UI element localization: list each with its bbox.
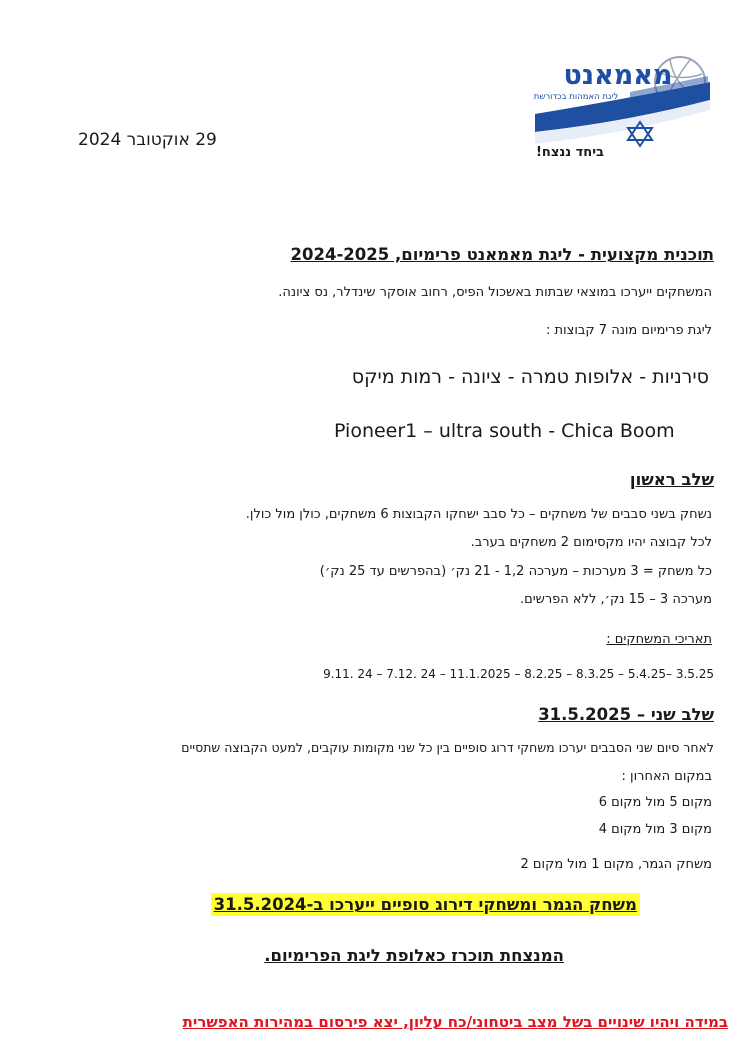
warning-notice: במידה ויהיו שינויים בשל מצב ביטחוני/כח עליון, יצא פירסום במהירות האפשרית xyxy=(182,1013,728,1031)
stage2-heading: שלב שני – 31.5.2025 xyxy=(538,705,714,724)
dates-label: תאריכי המשחקים : xyxy=(606,632,712,647)
stage2-line: לאחר סיום שני הסבבים יערכו משחקי דרוג סופיים בין כל שני מקומות עוקבים, למעט הקבוצה שתסיים xyxy=(181,740,714,755)
logo-slogan: ביחד ננצח! xyxy=(536,145,604,160)
stage2-line: מקום 3 מול מקום 4 xyxy=(598,822,712,837)
location-text: המשחקים ייערכו במוצאי שבתות באשכול הפיס, רחוב אוסקר שינדלר, נס ציונה. xyxy=(278,285,712,300)
league-intro: ליגת פרימיום מונה 7 קבוצות : xyxy=(546,323,712,338)
league-logo xyxy=(530,52,715,162)
document-date: 29 אוקטובר 2024 xyxy=(78,130,217,150)
stage1-line: מערכה 3 – 15 נק׳, ללא הפרשים. xyxy=(519,592,712,607)
winner-notice: המנצחת תוכרז כאלופת ליגת הפרימיום. xyxy=(264,946,564,965)
stage2-line: מקום 5 מול מקום 6 xyxy=(598,795,712,810)
stage1-heading: שלב ראשון xyxy=(629,470,714,489)
final-date-notice: משחק הגמר ומשחקי דירוג סופיים ייערכו ב-31.5.2024 xyxy=(211,893,640,916)
page-title: תוכנית מקצועית - ליגת מאמאנט פרימיום, 2024-2025 xyxy=(290,245,714,264)
game-dates: 9.11. 24 – 7.12. 24 – 11.1.2025 – 8.2.25 – 8.3.25 – 5.4.25– 3.5.25 xyxy=(323,667,714,681)
teams-line-hebrew: סירניות - אלופות טמרה - ציונה - רמות מיקס xyxy=(351,366,709,388)
stage2-line: משחק הגמר, מקום 1 מול מקום 2 xyxy=(520,857,712,872)
logo-brand-text: מאמאנט xyxy=(563,60,673,91)
stage1-line: לכל קבוצה יהיו מקסימום 2 משחקים בערב. xyxy=(470,535,712,550)
stage1-line: כל משחק = 3 מערכות – מערכה 1,2 - 21 נק׳ (בהפרשים עד 25 נק׳) xyxy=(319,564,712,579)
stage1-line: נשחק בשני סבבים של משחקים – כל סבב ישחקו הקבוצות 6 משחקים, כולן מול כולן. xyxy=(245,507,712,522)
teams-line-latin: Pioneer1 – ultra south - Chica Boom xyxy=(334,420,675,442)
logo-tagline: ליגת האמהות בכדורשת xyxy=(533,92,619,102)
stage2-line: במקום האחרון : xyxy=(621,769,712,784)
